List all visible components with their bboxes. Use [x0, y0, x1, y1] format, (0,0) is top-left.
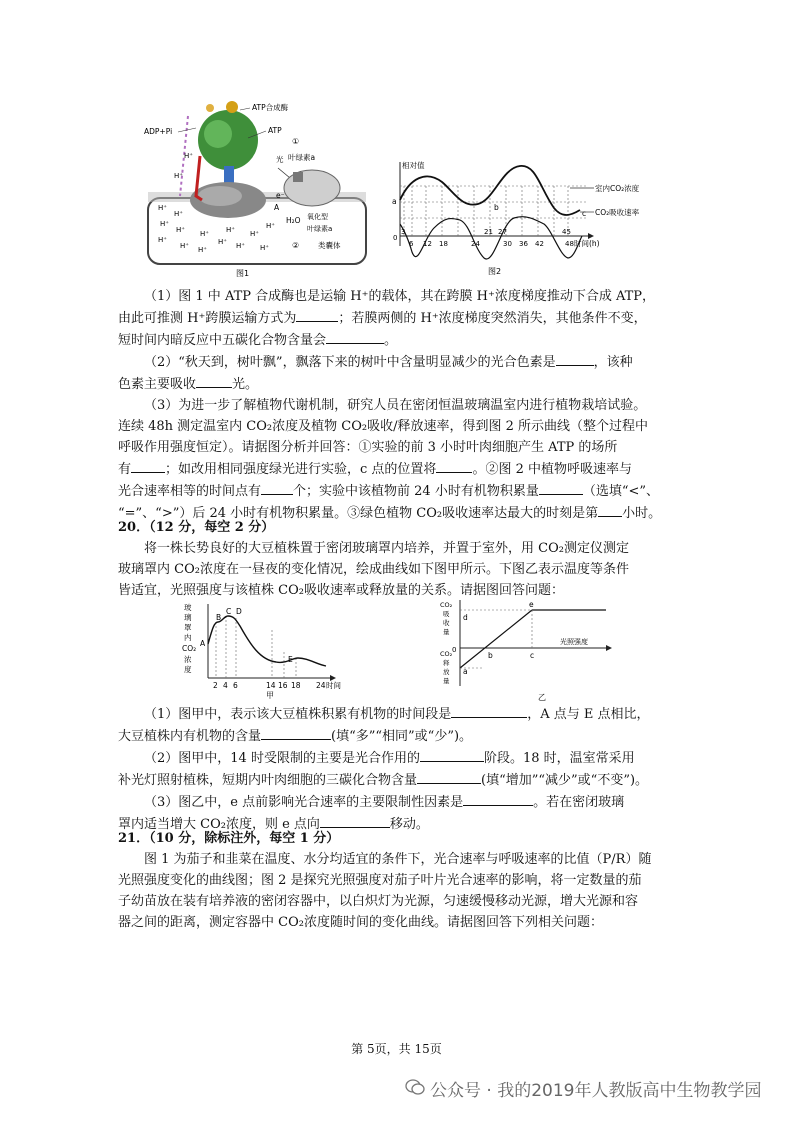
q19-blank-compare[interactable] [539, 480, 583, 495]
fig2-bottom-ticks [409, 240, 574, 248]
q19-part1-line2 [118, 307, 678, 329]
fig1-chlorophyll-label: 叶绿素a [288, 153, 316, 162]
fig2-tick-45: 45 [562, 228, 571, 236]
fig1-h-plus-top-1: H⁺ [174, 172, 183, 180]
question-21 [118, 828, 678, 933]
q19-part1-line3 [118, 329, 678, 351]
q20-part3-text-d: 移动。 [389, 817, 429, 832]
figyi-ylabel-char: 量 [443, 628, 450, 636]
q19-part3-text-e: 个；实验中该植物前 24 小时有机物积累量 [293, 484, 539, 499]
figjia-ylabel-char: 璃 [184, 613, 192, 622]
figure-yi [440, 598, 620, 702]
wechat-icon [405, 1078, 425, 1096]
figyi-ylabel-bottom [440, 650, 453, 685]
figyi-ylabel-char: 量 [443, 677, 450, 685]
q19-blank-c-point[interactable] [436, 458, 472, 473]
fig1-h-plus: H⁺ [198, 246, 207, 254]
q20-intro-line3: 皆适宜，光照强度与该植株 CO₂吸收速率或释放量的关系。请据图回答问题： [118, 583, 564, 598]
figjia-point-e: E [288, 655, 293, 664]
figjia-caption: 甲 [266, 691, 274, 700]
figjia-ticks [213, 681, 326, 690]
q20-part1-text-b: ，A 点与 E 点相比， [527, 707, 650, 722]
atp-synthase-head-shade [204, 120, 232, 148]
q20-part2-text-c: 补光灯照射植株，短期内叶肉细胞的三碳化合物含量 [118, 773, 418, 788]
fig2-tick-27: 27 [498, 228, 507, 236]
q19-part3-text-d: 光合速率相等的时间点有 [118, 484, 262, 499]
question-20-intro [118, 517, 678, 601]
figjia-ylabel [182, 602, 196, 674]
q20-part3-text-b: 。若在密闭玻璃 [533, 795, 625, 810]
q19-part2-text-b: ，该种 [593, 355, 633, 370]
figjia-point-d: D [236, 607, 242, 616]
fig1-h-plus: H⁺ [158, 204, 167, 212]
q21-line1: 图 1 为茄子和韭菜在温度、水分均适宜的条件下，光合速率与呼吸速率的比值（P/R）随 [144, 852, 652, 867]
q21-line4: 器之间的距离，测定容器中 CO₂浓度随时间的变化曲线。请据图回答下列相关问题： [118, 915, 603, 930]
figyi-point-d: d [463, 613, 468, 622]
fig1-circle-2: ② [292, 241, 300, 250]
fig1-h-plus: H⁺ [174, 210, 183, 218]
figyi-ylabel-char: 吸 [443, 610, 450, 618]
q20-part1-text-d: (填“多”“相同”或“少”)。 [331, 729, 473, 744]
q21-line3: 子幼苗放在装有培养液的密闭容器中，以白炽灯为光源，匀速缓慢移动光源，增大光源和容 [118, 894, 639, 909]
figjia-ylabel-char: 玻 [184, 603, 192, 612]
q19-part3-text-h: 小时。 [622, 506, 662, 521]
question-19-body [118, 286, 678, 524]
q20-part3-text-c: 罩内适当增大 CO₂浓度，则 e 点向 [118, 817, 320, 832]
q19-part2-line2 [118, 373, 678, 395]
figjia-tick: 14 [266, 681, 276, 690]
q20-intro-line2: 玻璃罩内 CO₂浓度在一昼夜的变化情况，绘成曲线如下图甲所示。下图乙表示温度等条件 [118, 562, 629, 577]
fig2-point-c: c [582, 209, 587, 218]
figyi-rate-line [460, 610, 535, 668]
q20-part2-line2 [118, 769, 678, 791]
q19-part3-text-c: 。②图 2 中植物呼吸速率与 [472, 462, 632, 477]
q20-part3-line1 [118, 791, 678, 813]
figjia-curve [208, 616, 326, 666]
figyi-ylabel-char: CO₂ [440, 650, 453, 658]
q20-blank-stage[interactable] [420, 747, 484, 762]
q20-part2-text-b: 阶段。18 时，温室常采用 [483, 751, 635, 766]
q19-part2-line1 [118, 351, 678, 373]
fig2-tick-30: 30 [503, 240, 512, 248]
figjia-ylabel-char: CO₂ [182, 644, 197, 653]
figyi-zero: 0 [452, 646, 457, 654]
q21-heading: 21．（10 分，除标注外，每空 1 分） [118, 831, 340, 846]
q20-heading: 20．（12 分，每空 2 分） [118, 520, 275, 535]
fig1-h-plus: H⁺ [250, 230, 259, 238]
figyi-xlabel: 光照强度 [560, 638, 588, 646]
figjia-tick: 2 [213, 681, 218, 690]
fig2-tick-24: 24 [471, 240, 480, 248]
figyi-ylabel-char: CO₂ [440, 601, 453, 609]
q20-part2-line1 [118, 747, 678, 769]
fig2-top-ticks [401, 228, 571, 236]
q19-part3-text-g: “=”、“>”）后 24 小时有机物积累量。③绿色植物 CO₂吸收速率达最大的时刻是第 [118, 506, 599, 521]
figyi-point-e: e [529, 600, 534, 609]
q20-part3-text-a: （3）图乙中，e 点前影响光合速率的主要限制性因素是 [144, 795, 464, 810]
figjia-tick: 24 [316, 681, 326, 690]
fig1-h-plus: H⁺ [200, 230, 209, 238]
q20-blank-amount[interactable] [261, 725, 331, 740]
fig1-atp-label: ATP [268, 126, 282, 135]
fig1-h-plus: H⁺ [266, 222, 275, 230]
fig1-h-plus: H⁺ [160, 220, 169, 228]
fig1-oxidized-label-2: 叶绿素a [307, 225, 333, 233]
wechat-icon-bubble-2 [412, 1084, 424, 1094]
fig1-thylakoid-label: 类囊体 [318, 241, 341, 250]
fig1-a-label: A [274, 203, 280, 212]
q19-part3-line3: 呼吸作用强度恒定）。请据图分析并回答：①实验的前 3 小时叶肉细胞产生 ATP 的场所 [118, 440, 618, 455]
figure-2 [390, 158, 650, 278]
figyi-x-arrow [606, 645, 612, 651]
q19-blank-count[interactable] [261, 480, 293, 495]
fig1-leader-atp-synthase [240, 108, 250, 110]
figjia-guides [216, 616, 296, 678]
fig1-adp-label: ADP+Pi [144, 127, 173, 136]
watermark-text: 公众号 · 我的2019年人教版高中生物教学园 [430, 1081, 762, 1101]
fig2-ylabel: 相对值 [402, 161, 425, 170]
figjia-tick: 4 [223, 681, 228, 690]
q19-part1-line1: （1）图 1 中 ATP 合成酶也是运输 H⁺的载体，其在跨膜 H⁺浓度梯度推动下合成 ATP， [144, 289, 656, 304]
fig2-tick-3: 3 [401, 228, 406, 236]
photosystem-core [293, 172, 303, 182]
fig1-h-plus: H⁺ [158, 236, 167, 244]
figjia-ylabel-char: 度 [184, 665, 192, 674]
q19-part3-line2: 连续 48h 测定温室内 CO₂浓度及植物 CO₂吸收/释放速率，得到图 2 所示曲线（整个过程中 [118, 419, 648, 434]
fig2-tick-12: 12 [423, 240, 432, 248]
fig2-point-b: b [494, 203, 499, 212]
q19-part1-text-d: 。 [384, 333, 398, 348]
page-footer: 第 5页，共 15页 [351, 1042, 442, 1056]
fig1-caption: 图1 [236, 269, 250, 278]
q19-blank-c5[interactable] [326, 329, 384, 344]
q19-part1-text-b: ；若膜两侧的 H⁺浓度梯度突然消失，其他条件不变， [338, 311, 647, 326]
figjia-ylabel-char: 浓 [184, 655, 192, 664]
figyi-ylabel-char: 收 [443, 619, 450, 627]
q20-part2-text-d: (填“增加”“减少”或“不变”)。 [481, 773, 649, 788]
q19-blank-pigment[interactable] [556, 351, 594, 366]
figyi-ylabel-char: 释 [443, 659, 450, 667]
q19-blank-light[interactable] [196, 373, 232, 388]
fig2-tick-42: 42 [535, 240, 544, 248]
q19-part3-text-a: 有 [118, 462, 132, 477]
photosystem-body [284, 170, 340, 206]
fig2-tick-36: 36 [519, 240, 528, 248]
atp-synthase-base-shade [198, 186, 242, 206]
fig1-h-plus-top-2: H⁺ [184, 152, 193, 160]
q20-blank-period[interactable] [451, 703, 527, 718]
fig1-circle-1: ① [292, 137, 300, 146]
figjia-tick: 6 [233, 681, 238, 690]
fig2-zero: 0 [393, 234, 398, 242]
figjia-point-b: B [216, 613, 222, 622]
fig2-xlabel: 时间(h) [574, 239, 600, 248]
fig2-tick-6: 6 [409, 240, 414, 248]
q19-part2-text-c: 色素主要吸收 [118, 377, 197, 392]
figjia-xlabel: 时间 [326, 681, 341, 690]
fig1-light-arrow [278, 168, 290, 178]
fig1-h-plus: H⁺ [236, 242, 245, 250]
fig1-oxidized-label-1: 氧化型 [307, 213, 328, 221]
q20-part1-line2 [118, 725, 678, 747]
figjia-ylabel-char: 罩 [184, 623, 192, 632]
q20-part1-line1 [118, 703, 678, 725]
figjia-ylabel-char: 内 [184, 633, 192, 642]
fig1-atp-synthase-label: ATP合成酶 [252, 103, 289, 112]
q20-blank-direction[interactable] [320, 813, 390, 828]
q19-part1-text-a: 由此可推测 H⁺跨膜运输方式为 [118, 311, 297, 326]
figyi-point-c: c [530, 651, 535, 660]
fig1-h-plus: H⁺ [176, 226, 185, 234]
q20-blank-c3[interactable] [417, 769, 481, 784]
fig1-h-plus: H⁺ [180, 242, 189, 250]
figyi-ylabel-char: 放 [443, 668, 450, 676]
fig2-legend-co2: 室内CO₂浓度 [595, 184, 640, 193]
fig1-h-plus: H⁺ [218, 238, 227, 246]
fig2-rate-curve [400, 217, 582, 259]
q19-part1-text-c: 短时间内暗反应中五碳化合物含量会 [118, 333, 327, 348]
fig1-h2o-label: H₂O [286, 216, 301, 225]
fig1-e-label: e⁻ [276, 191, 285, 200]
q20-part1-text-c: 大豆植株内有机物的含量 [118, 729, 262, 744]
q19-blank-atp-site[interactable] [131, 458, 165, 473]
q20-part1-text-a: （1）图甲中，表示该大豆植株积累有机物的时间段是 [144, 707, 452, 722]
figyi-point-a: a [463, 667, 468, 676]
fig2-point-a: a [392, 197, 397, 206]
figjia-tick: 18 [291, 681, 301, 690]
q19-part3-line1: （3）为进一步了解植物代谢机制，研究人员在密闭恒温玻璃温室内进行植物栽培试验。 [144, 398, 647, 413]
q21-line2: 光照强度变化的曲线图；图 2 是探究光照强度对茄子叶片光合速率的影响，将一定数量的茄 [118, 873, 642, 888]
q19-part3-line5 [118, 480, 678, 502]
fig1-h-plus: H⁺ [260, 244, 269, 252]
q19-blank-transport[interactable] [296, 307, 338, 322]
figjia-tick: 16 [278, 681, 288, 690]
q19-part3-text-b: ；如改用相同强度绿光进行实验，c 点的位置将 [165, 462, 437, 477]
fig2-tick-18: 18 [439, 240, 448, 248]
fig2-caption: 图2 [488, 267, 502, 276]
q19-blank-hour[interactable] [598, 502, 622, 517]
question-20-body [118, 703, 678, 835]
figure-jia [180, 600, 380, 700]
figjia-point-a: A [200, 639, 206, 648]
adp-molecule-icon [226, 101, 238, 113]
q20-part2-text-a: （2）图甲中，14 时受限制的主要是光合作用的 [144, 751, 420, 766]
q19-part3-text-f: （选填“<”、 [582, 484, 660, 499]
fig2-legend-rate: CO₂吸收速率 [595, 208, 640, 217]
fig2-tick-48: 48 [565, 240, 574, 248]
q20-intro-line1: 将一株长势良好的大豆植株置于密闭玻璃罩内培养，并置于室外，用 CO₂测定仪测定 [144, 541, 629, 556]
figjia-point-c: C [226, 607, 232, 616]
q19-part3-line4 [118, 458, 678, 480]
figyi-point-b: b [488, 651, 493, 660]
q19-part2-text-d: 光。 [232, 377, 259, 392]
q20-blank-factor[interactable] [463, 791, 533, 806]
fig1-light-label: 光 [276, 155, 284, 164]
fig1-h-plus: H⁺ [226, 226, 235, 234]
figyi-caption: 乙 [538, 693, 546, 702]
figure-1 [140, 96, 370, 281]
fig2-tick-21: 21 [484, 228, 493, 236]
pi-molecule-icon [206, 104, 214, 112]
q19-part2-text-a: （2）“秋天到，树叶飘”，飘落下来的树叶中含量明显减少的光合色素是 [144, 355, 556, 370]
figyi-ylabel-top [440, 601, 453, 636]
